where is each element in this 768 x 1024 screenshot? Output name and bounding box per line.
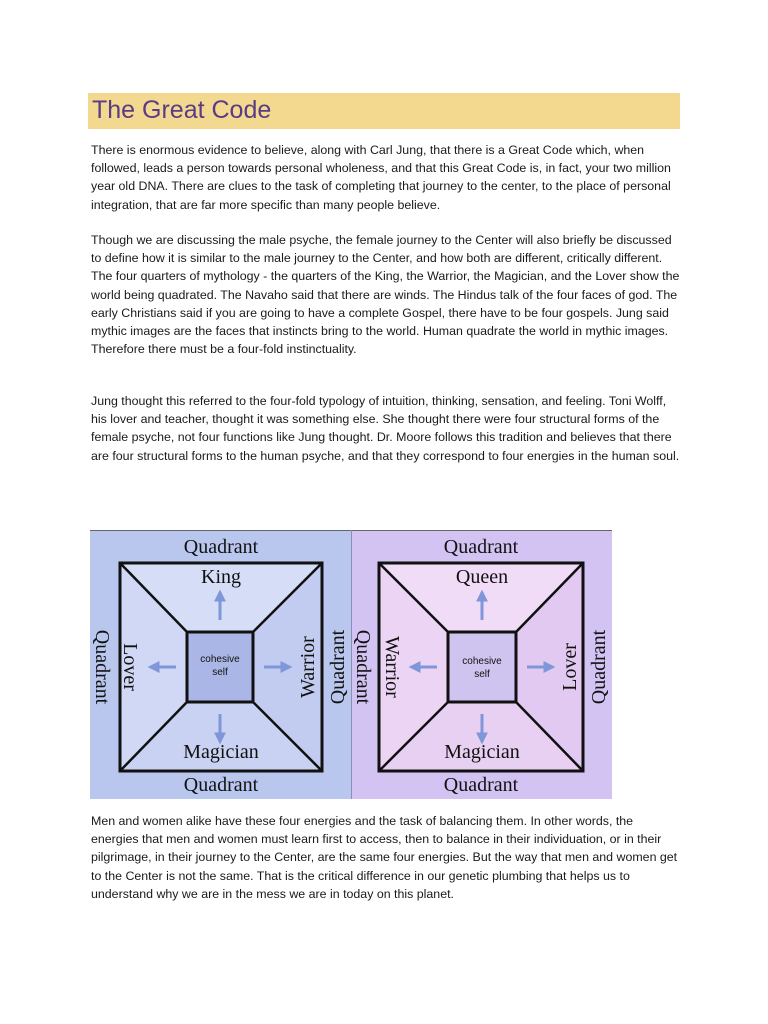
male-quadrant-right: Quadrant [327, 629, 349, 705]
quadrant-diagram-figure [90, 530, 612, 799]
male-quadrant-top: Quadrant [183, 536, 259, 558]
male-label-lover: Lover [119, 643, 141, 691]
male-label-magician: Magician [183, 741, 259, 763]
quadrant-diagram [90, 530, 612, 799]
male-center-label-2: self [212, 667, 228, 678]
male-quadrant-panel [90, 530, 351, 799]
male-quadrant-left: Quadrant [91, 629, 113, 705]
male-quadrant-bottom: Quadrant [183, 774, 259, 796]
female-quadrant-top: Quadrant [443, 536, 519, 558]
female-label-warrior: Warrior [381, 636, 403, 698]
female-center-label-1: cohesive [462, 656, 502, 667]
title-band [88, 93, 680, 129]
paragraph-3: Jung thought this referred to the four-fold typology of intuition, thinking, sensation, and feeling. Toni Wolff, his lover and teacher, thought it was something else. She thought there were four structural forms of the female psyche, not four functions like Jung thought. Dr. Moore follows this tradition and believes that there are four structural forms to the human psyche, and that they correspond to four energies in the human soul. [91, 394, 680, 463]
page-title: The Great Code [92, 96, 272, 124]
paragraph-4: Men and women alike have these four energies and the task of balancing them. In other words, the energies that men and women must learn first to access, then to balance in their individuation, or in their pilgrimage, in their journey to the Center, are the same four energies. But the way that men and women get to the Center is not the same. That is the critical difference in our genetic plumbing that helps us to understand why we are in the mess we are in today on this planet. [91, 814, 678, 901]
female-center-label-2: self [474, 669, 490, 680]
female-label-magician: Magician [444, 741, 520, 763]
female-label-queen: Queen [455, 566, 509, 588]
female-quadrant-panel [351, 530, 612, 799]
female-quadrant-left: Quadrant [352, 629, 374, 705]
paragraph-1: There is enormous evidence to believe, along with Carl Jung, that there is a Great Code which, when followed, leads a person towards personal wholeness, and that this Great Code is, in fact, your two million year old DNA. There are clues to the task of completing that journey to the center, to the place of personal integration, that are far more specific than many people believe. [91, 143, 671, 212]
female-quadrant-bottom: Quadrant [443, 774, 519, 796]
female-quadrant-right: Quadrant [588, 629, 610, 705]
paragraph-2: Though we are discussing the male psyche, the female journey to the Center will also briefly be discussed to define how it is similar to the male journey to the Center, and how both are different, critically different. The four quarters of mythology - the quarters of the King, the Warrior, the Magician, and the Lover show the world being quadrated. The Navaho said that there are winds. The Hindus talk of the four faces of god. The early Christians said if you are going to have a complete Gospel, there have to be four gospels. Jung said mythic images are the faces that instincts bring to the world. Human quadrate the world in mythic images. Therefore there must be a four-fold instinctuality. [91, 233, 680, 357]
male-center-label-1: cohesive [200, 654, 240, 665]
male-label-king: King [201, 566, 241, 588]
male-label-warrior: Warrior [297, 636, 319, 698]
female-label-lover: Lover [559, 643, 581, 691]
female-center-box [448, 632, 516, 702]
